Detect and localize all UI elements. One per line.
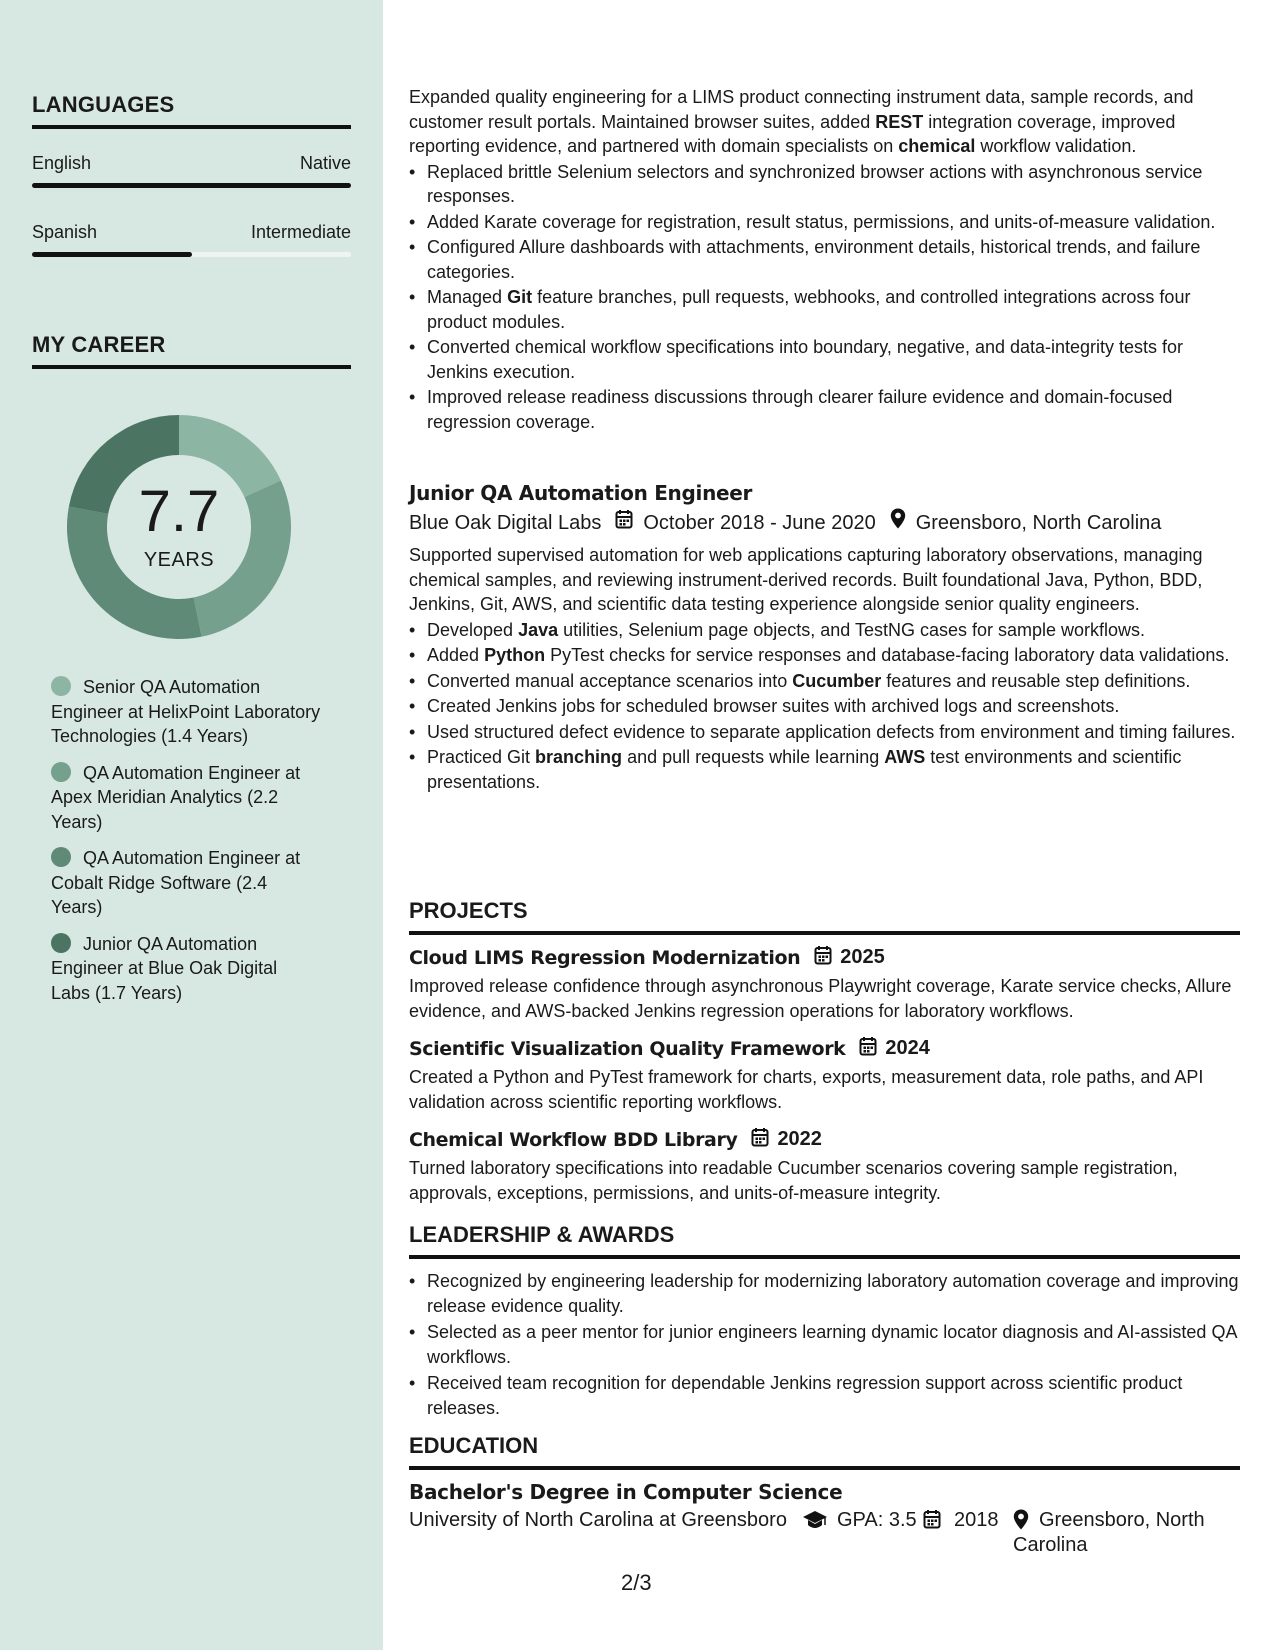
language-bar-track [32, 183, 351, 188]
career-legend-item [51, 761, 321, 835]
career-legend-label: Junior QA Automation Engineer at Blue Oak Digital Labs (1.7 Years) [51, 933, 278, 1003]
languages-section [32, 92, 351, 260]
legend-dot-icon [51, 676, 71, 696]
career-legend-item [51, 932, 321, 1006]
job-bullet: • Practiced Git branching and pull requests while learning AWS test environments and scientific presentations. [409, 745, 1240, 794]
job-bullet: • Developed Java utilities, Selenium page objects, and TestNG cases for sample workflows. [409, 618, 1240, 643]
job-bullet: • Used structured defect evidence to separate application defects from environment and timing failures. [409, 720, 1240, 745]
job-location: Greensboro, North Carolina [915, 511, 1162, 534]
project-title-row [409, 1036, 1240, 1061]
calendar-icon [615, 509, 633, 537]
project-item [409, 1036, 1240, 1114]
job-bullet: • Managed Git feature branches, pull requests, webhooks, and controlled integrations across four product modules. [409, 285, 1240, 334]
award-item: • Selected as a peer mentor for junior engineers learning dynamic locator diagnosis and AI-assisted QA workflows. [409, 1320, 1240, 1369]
languages-heading: LANGUAGES [32, 92, 351, 129]
project-year: 2025 [840, 946, 885, 968]
main-content [409, 0, 1240, 1650]
language-bar-fill [32, 252, 192, 257]
job-company: Blue Oak Digital Labs [409, 511, 602, 534]
education-meta [409, 1507, 1240, 1563]
career-total-years: 7.7 [138, 479, 220, 544]
language-level: Intermediate [250, 222, 351, 242]
education-section [409, 1433, 1240, 1563]
calendar-icon [751, 1127, 769, 1152]
career-legend-label: QA Automation Engineer at Apex Meridian Analytics (2.2 Years) [51, 762, 301, 832]
project-name: Scientific Visualization Quality Framework [409, 1037, 846, 1060]
project-item [409, 945, 1240, 1023]
language-bar-track [32, 252, 351, 257]
job-bullet: • Added Python PyTest checks for service responses and database-facing laboratory data validations. [409, 643, 1240, 668]
language-spanish [32, 222, 351, 260]
career-legend [51, 675, 321, 1017]
project-year: 2024 [885, 1037, 930, 1059]
awards-section [409, 1222, 1240, 1422]
legend-dot-icon [51, 847, 71, 867]
job-bullet: • Converted manual acceptance scenarios into Cucumber features and reusable step definitions. [409, 669, 1240, 694]
education-location: Greensboro, North Carolina [1013, 1509, 1205, 1556]
career-donut-chart [67, 415, 291, 639]
calendar-icon [859, 1036, 877, 1061]
projects-heading: PROJECTS [409, 898, 1240, 935]
legend-dot-icon [51, 933, 71, 953]
calendar-icon [923, 1509, 941, 1536]
job-bullets [409, 618, 1240, 795]
projects-list [409, 945, 1240, 1205]
education-heading: EDUCATION [409, 1433, 1240, 1470]
job-summary: Expanded quality engineering for a LIMS product connecting instrument data, sample records, and customer result portals. Maintained browser suites, added REST integration coverage, improved reporting evidence, and partnered with domain specialists on chemical workflow validation. [409, 87, 1194, 156]
career-legend-item [51, 675, 321, 749]
project-description: Turned laboratory specifications into readable Cucumber scenarios covering sample registration, approvals, exceptions, permissions, and units-of-measure integrity. [409, 1158, 1178, 1203]
career-heading: MY CAREER [32, 332, 351, 369]
awards-bullets [409, 1269, 1240, 1420]
job-title: Junior QA Automation Engineer [409, 481, 753, 505]
career-legend-label: QA Automation Engineer at Cobalt Ridge Software (2.4 Years) [51, 848, 301, 917]
graduation-cap-icon [802, 1510, 828, 1537]
language-english [32, 153, 351, 191]
junior-job-section [409, 481, 1240, 795]
award-item: • Recognized by engineering leadership for modernizing laboratory automation coverage and improving release evidence quality. [409, 1269, 1240, 1318]
awards-heading: LEADERSHIP & AWARDS [409, 1222, 1240, 1259]
project-title-row [409, 945, 1240, 970]
project-name: Cloud LIMS Regression Modernization [409, 946, 801, 969]
projects-section [409, 898, 1240, 1205]
map-pin-icon [890, 508, 906, 537]
project-title-row [409, 1127, 1240, 1152]
previous-job-section [409, 85, 1240, 435]
page-number: 2/3 [621, 1570, 652, 1595]
career-section [32, 332, 351, 369]
language-name: English [32, 153, 92, 173]
job-bullet: • Converted chemical workflow specifications into boundary, negative, and data-integrity tests for Jenkins execution. [409, 335, 1240, 384]
language-level: Native [299, 153, 351, 173]
job-bullet: • Improved release readiness discussions through clearer failure evidence and domain-focused regression coverage. [409, 385, 1240, 434]
career-legend-item [51, 846, 321, 920]
job-bullets [409, 160, 1240, 435]
education-gpa: GPA: 3.5 [837, 1509, 917, 1531]
education-year: 2018 [954, 1509, 999, 1531]
project-item [409, 1127, 1240, 1205]
education-school: University of North Carolina at Greensboro [409, 1509, 787, 1531]
job-bullet: • Added Karate coverage for registration, result status, permissions, and units-of-measure validation. [409, 210, 1240, 235]
project-name: Chemical Workflow BDD Library [409, 1128, 738, 1151]
job-bullet: • Replaced brittle Selenium selectors and synchronized browser actions with asynchronous service responses. [409, 160, 1240, 209]
project-year: 2022 [777, 1128, 822, 1150]
career-years-unit: YEARS [143, 549, 215, 571]
education-degree: Bachelor's Degree in Computer Science [409, 1480, 843, 1504]
job-bullet: • Created Jenkins jobs for scheduled browser suites with archived logs and screenshots. [409, 694, 1240, 719]
award-item: • Received team recognition for dependable Jenkins regression support across scientific product releases. [409, 1371, 1240, 1420]
project-description: Created a Python and PyTest framework for charts, exports, measurement data, role paths, and API validation across scientific reporting workflows. [409, 1067, 1204, 1112]
sidebar [0, 0, 383, 1650]
job-summary: Supported supervised automation for web applications capturing laboratory observations, managing chemical samples, and reviewing instrument-derived records. Built foundational Java, Python, BDD, Jenkins, Git, AWS, and scientific data testing experience alongside senior quality engineers. [409, 545, 1203, 614]
job-dates: October 2018 - June 2020 [643, 511, 876, 534]
language-name: Spanish [32, 222, 98, 242]
calendar-icon [814, 945, 832, 970]
career-legend-label: Senior QA Automation Engineer at HelixPoint Laboratory Technologies (1.4 Years) [51, 677, 321, 746]
language-bar-fill [32, 183, 351, 188]
job-bullet: • Configured Allure dashboards with attachments, environment details, historical trends, and failure categories. [409, 235, 1240, 284]
job-meta [409, 508, 1240, 537]
project-description: Improved release confidence through asynchronous Playwright coverage, Karate service checks, Allure evidence, and AWS-backed Jenkins regression operations for laboratory workflows. [409, 976, 1232, 1021]
legend-dot-icon [51, 762, 71, 782]
